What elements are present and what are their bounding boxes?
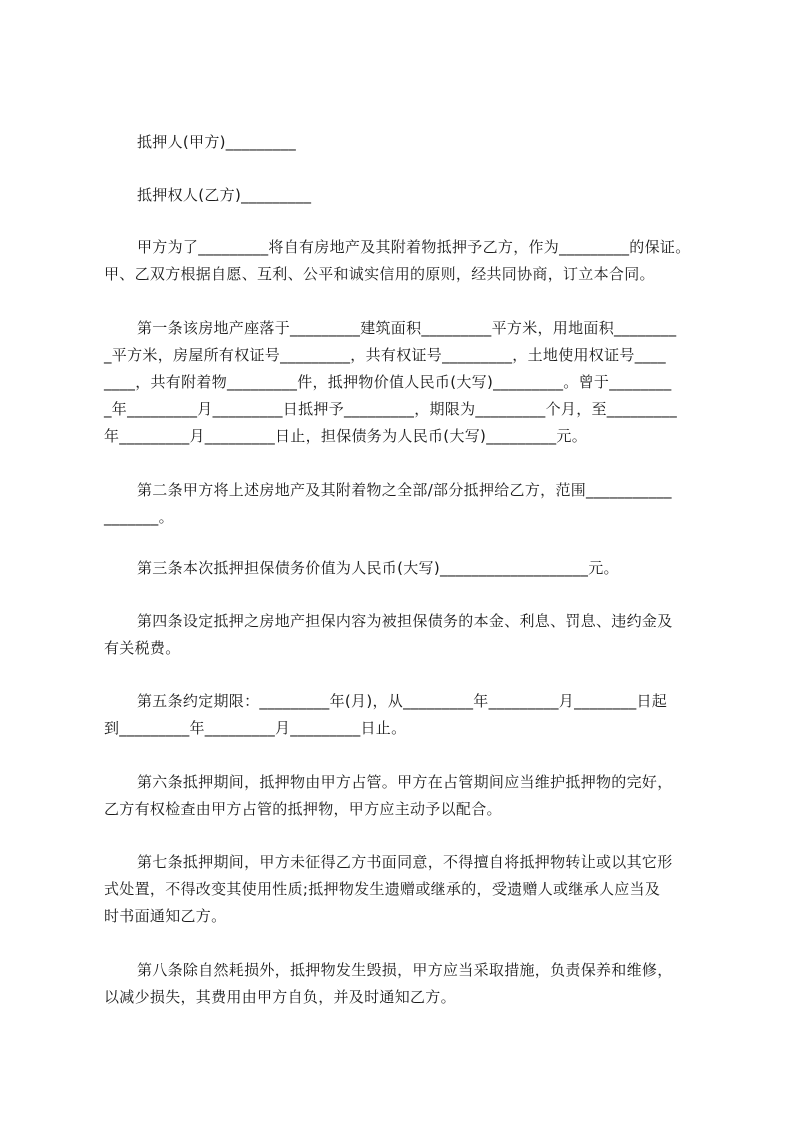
article-2-line-2: _______。 (104, 508, 174, 526)
mortgagor-line: 抵押人(甲方)_________ (137, 133, 297, 151)
article-8-line-1: 第八条除自然耗损外，抵押物发生毁损，甲方应当采取措施，负责保养和维修， (137, 961, 673, 979)
article-8-line-2: 以减少损失，其费用由甲方自负，并及时通知乙方。 (104, 988, 456, 1006)
article-7-line-3: 时书面通知乙方。 (104, 907, 227, 925)
mortgagee-line: 抵押权人(乙方)_________ (137, 186, 312, 204)
article-7-line-2: 式处置，不得改变其使用性质;抵押物发生遗赠或继承的，受遗赠人或继承人应当及 (104, 880, 661, 898)
article-7-line-1: 第七条抵押期间，甲方未征得乙方书面同意，不得擅自将抵押物转让或以其它形 (137, 853, 673, 871)
preamble-line-2: 甲、乙双方根据自愿、互利、公平和诚实信用的原则，经共同协商，订立本合同。 (104, 265, 655, 283)
article-6-line-1: 第六条抵押期间，抵押物由甲方占管。甲方在占管期间应当维护抵押物的完好， (137, 773, 673, 791)
article-5-line-2: 到_________年_________月_________日止。 (104, 719, 407, 737)
article-1-line-1: 第一条该房地产座落于_________建筑面积_________平方米，用地面积________ (137, 319, 677, 337)
article-2-line-1: 第二条甲方将上述房地产及其附着物之全部/部分抵押给乙方，范围___________ (137, 481, 672, 499)
article-1-line-2: _平方米，房屋所有权证号_________，共有权证号_________，土地使用权证号____ (104, 346, 666, 364)
article-4-line-2: 有关税费。 (104, 639, 181, 657)
article-5-line-1: 第五条约定期限：_________年(月)，从_________年_________月________日起 (137, 692, 668, 710)
preamble-line-1: 甲方为了_________将自有房地产及其附着物抵押予乙方，作为_________的保证。 (137, 238, 691, 256)
article-6-line-2: 乙方有权检查由甲方占管的抵押物，甲方应主动予以配合。 (104, 800, 502, 818)
article-1-line-4: _年_________月_________日抵押予_________，期限为_________个月，至_________ (104, 400, 678, 418)
article-3-line-1: 第三条本次抵押担保债务价值为人民币(大写)___________________元。 (137, 559, 619, 577)
article-1-line-3: ____，共有附着物_________件，抵押物价值人民币(大写)_________。曾于________ (104, 373, 672, 391)
article-1-line-5: 年_________月_________日止，担保债务为人民币(大写)_________元。 (104, 427, 588, 445)
article-4-line-1: 第四条设定抵押之房地产担保内容为被担保债务的本金、利息、罚息、违约金及 (137, 612, 673, 630)
